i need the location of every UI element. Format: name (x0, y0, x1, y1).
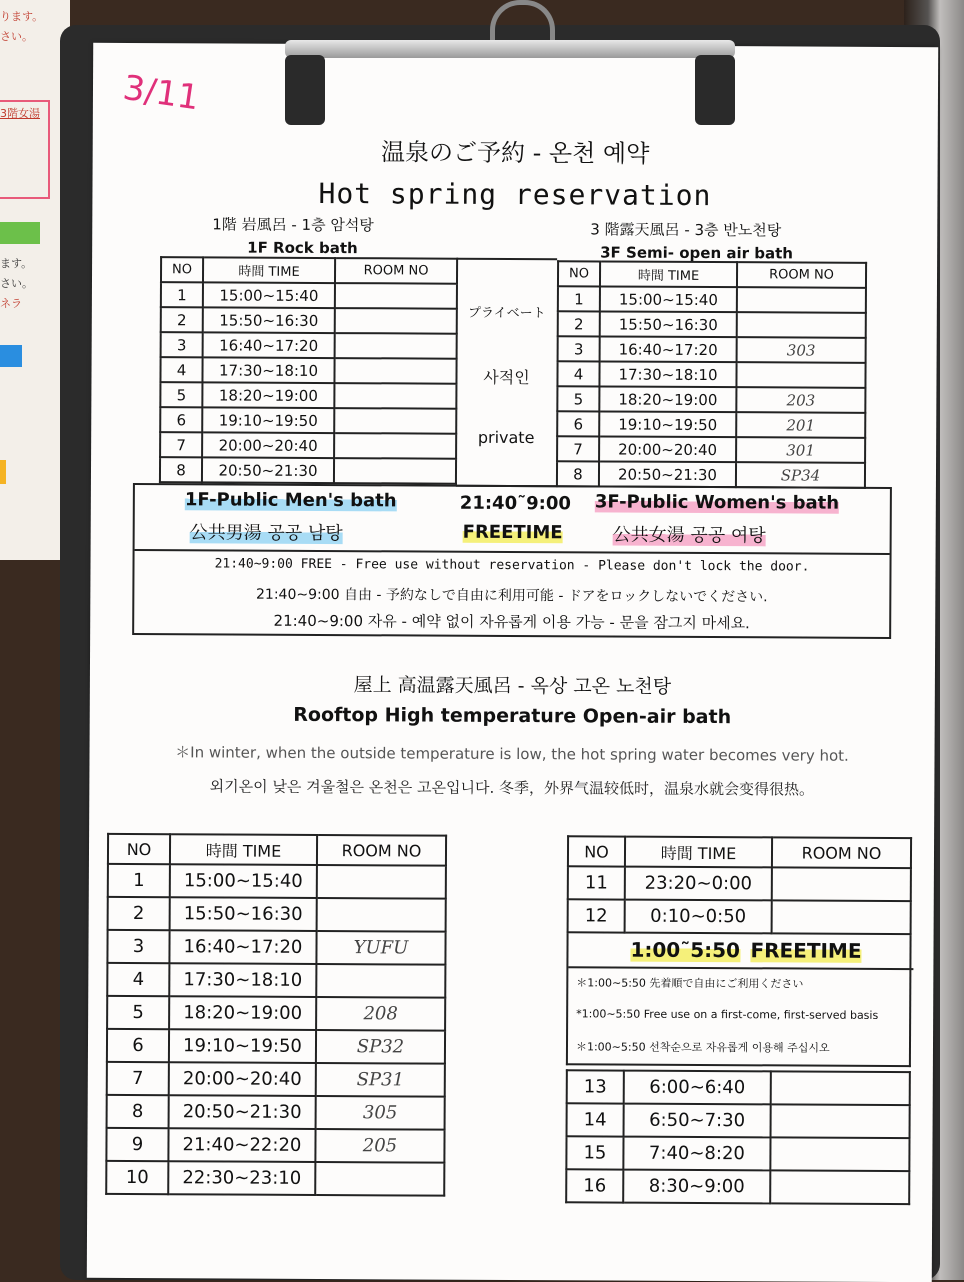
cell-no: 3 (558, 336, 600, 361)
cell-no: 1 (161, 282, 203, 307)
cell-no: 10 (106, 1161, 168, 1194)
cell-no: 5 (557, 386, 599, 411)
cell-no: 4 (557, 361, 599, 386)
table-row (567, 1070, 910, 1105)
table-row (161, 332, 457, 359)
cell-no: 12 (568, 899, 625, 932)
table-row (557, 361, 865, 388)
bg-text: さい。 (0, 30, 33, 43)
table-row (160, 382, 456, 409)
night-free-note-en: *1:00~5:50 Free use on a first-come, first-served basis (576, 1007, 879, 1022)
cell-time: 15:00~15:40 (170, 864, 317, 898)
cell-room (334, 358, 456, 384)
cell-no: 9 (106, 1128, 168, 1161)
night-free-note-kr: ＊1:00~5:50 선착순으로 자유롭게 이용해 주십시오 (575, 1040, 830, 1055)
free-rule-kr: 21:40~9:00 자유 - 예약 없이 자유롭게 이용 가능 - 문을 잠그지 마세요. (273, 611, 750, 633)
col-time: 時間 TIME (170, 834, 317, 865)
bg-text: ネラ (0, 297, 22, 310)
cell-no: 3 (107, 930, 169, 963)
clip-ring (490, 0, 555, 45)
night-free-box (566, 933, 912, 1067)
table-row (161, 307, 457, 334)
cell-room: 201 (736, 412, 865, 438)
cell-no: 7 (160, 432, 202, 457)
col-no: NO (558, 261, 600, 286)
cell-no: 4 (107, 963, 169, 996)
cell-room (770, 1137, 909, 1171)
divider (135, 549, 890, 555)
free-label: FREETIME (462, 521, 563, 544)
cell-time: 18:20~19:00 (599, 386, 736, 412)
cell-no: 4 (160, 357, 202, 382)
table-row (160, 407, 456, 434)
table-header-row (161, 257, 457, 284)
table-row (557, 461, 865, 488)
bg-green-tag (0, 222, 40, 244)
cell-no: 8 (107, 1095, 169, 1128)
cell-no: 11 (568, 866, 625, 899)
table-row (106, 1161, 444, 1196)
men-bath-en: 1F-Public Men's bath (184, 489, 397, 512)
bg-blue-tag (0, 345, 22, 367)
cell-time: 18:20~19:00 (202, 382, 334, 408)
cell-no: 3 (161, 332, 203, 357)
col-no: NO (108, 834, 170, 864)
table-row (160, 432, 456, 459)
cell-time: 17:30~18:10 (169, 963, 316, 997)
cell-room: 301 (736, 437, 865, 463)
cell-time: 15:00~15:40 (203, 282, 335, 308)
table-row (108, 897, 446, 932)
cell-time: 20:50~21:30 (202, 457, 334, 483)
cell-time: 6:00~6:40 (624, 1071, 771, 1105)
handwritten-date: 3/11 (120, 67, 202, 119)
cell-room (737, 287, 866, 313)
women-bath-en: 3F-Public Women's bath (594, 491, 840, 514)
cell-time: 8:30~9:00 (623, 1170, 770, 1204)
cell-no: 15 (566, 1136, 623, 1169)
table-row (557, 436, 865, 463)
cell-room (335, 308, 457, 334)
cell-room: 305 (316, 1096, 445, 1130)
rooftop-title-en: Rooftop High temperature Open-air bath (293, 703, 732, 729)
table-row (161, 282, 457, 309)
cell-time: 15:00~15:40 (600, 286, 737, 312)
cell-no: 7 (557, 436, 599, 461)
cell-time: 7:40~8:20 (623, 1137, 770, 1171)
night-free-time: 1:00˜5:50 (630, 937, 741, 963)
clip-bar (285, 40, 735, 58)
semi-open-bath-table (556, 260, 867, 489)
bg-box (0, 100, 50, 199)
table-row (567, 1103, 910, 1138)
cell-no: 8 (160, 457, 202, 482)
table-row (160, 357, 456, 384)
right-bath-en: 3F Semi- open air bath (600, 243, 794, 263)
bg-text: ます。 (0, 257, 33, 270)
cell-time: 19:10~19:50 (169, 1029, 316, 1063)
table-header-row (568, 836, 911, 868)
public-bath-box (132, 483, 892, 639)
col-room: ROOM NO (317, 835, 446, 866)
cell-room (736, 362, 865, 388)
cell-no: 8 (557, 461, 599, 486)
private-en: private (477, 427, 535, 448)
col-time: 時間 TIME (625, 837, 772, 868)
women-bath-jkr: 公共女湯 공공 여탕 (612, 524, 766, 547)
cell-no: 2 (161, 307, 203, 332)
table-row (106, 1128, 444, 1163)
private-jp: プライベート (467, 305, 546, 322)
cell-time: 16:40~17:20 (169, 930, 316, 964)
cell-room (334, 433, 456, 459)
table-row (557, 386, 865, 413)
night-free-label: FREETIME (750, 938, 862, 963)
rooftop-note-en: ＊In winter, when the outside temperature is low, the hot spring water becomes very hot. (175, 743, 849, 765)
cell-no: 1 (108, 864, 170, 897)
rooftop-table-right-a (567, 835, 913, 935)
cell-no: 5 (160, 382, 202, 407)
title-en: Hot spring reservation (318, 176, 712, 213)
divider (568, 966, 913, 970)
cell-time: 17:30~18:10 (202, 357, 334, 383)
cell-no: 6 (557, 411, 599, 436)
table-row (107, 1029, 445, 1064)
table-row (108, 864, 446, 899)
cell-no: 6 (160, 407, 202, 432)
cell-no: 14 (567, 1103, 624, 1136)
cell-time: 15:50~16:30 (203, 307, 335, 333)
men-bath-jkr: 公共男湯 공공 남탕 (189, 522, 343, 545)
title-jp-kr: 温泉のご予約 - 온천 예약 (380, 138, 650, 168)
col-room: ROOM NO (335, 258, 457, 284)
cell-room (315, 1162, 444, 1196)
bg-yellow-tag (0, 460, 6, 484)
cell-room (335, 283, 457, 309)
left-bath-jp-kr: 1階 岩風呂 - 1층 암석탕 (212, 215, 374, 235)
table-row (568, 866, 911, 901)
cell-room (334, 408, 456, 434)
free-rule-jp: 21:40~9:00 自由 - 予約なしで自由に利用可能 - ドアをロックしないでください. (255, 586, 768, 606)
cell-room: YUFU (316, 931, 445, 965)
cell-room: SP32 (316, 1030, 445, 1064)
cell-room (334, 458, 456, 484)
cell-no: 16 (566, 1169, 623, 1202)
cell-no: 2 (558, 311, 600, 336)
bg-label: 3階女湯 (0, 107, 40, 120)
cell-time: 23:20~0:00 (625, 867, 772, 901)
cell-time: 20:50~21:30 (169, 1095, 316, 1129)
table-row (557, 411, 865, 438)
bg-text: ります。 (0, 10, 44, 23)
rooftop-table-left (105, 833, 447, 1197)
rooftop-title-jp-kr: 屋上 高温露天風呂 - 옥상 고온 노천탕 (353, 674, 672, 698)
col-no: NO (568, 836, 625, 866)
cell-no: 7 (107, 1062, 169, 1095)
cell-time: 17:30~18:10 (599, 361, 736, 387)
rooftop-table-right (565, 835, 912, 1205)
cell-time: 16:40~17:20 (203, 332, 335, 358)
table-row (107, 1062, 445, 1097)
cell-time: 0:10~0:50 (625, 900, 772, 934)
cell-time: 15:50~16:30 (600, 311, 737, 337)
table-row (558, 336, 866, 363)
table-row (107, 1095, 445, 1130)
table-row (568, 899, 911, 934)
cell-room (334, 383, 456, 409)
cell-time: 20:00~20:40 (202, 432, 334, 458)
cell-room (772, 900, 911, 934)
cell-room (335, 333, 457, 359)
cell-room (772, 867, 911, 901)
clip-hinge-left (285, 55, 325, 125)
cell-room (770, 1170, 909, 1204)
cell-room (771, 1071, 910, 1105)
cell-room (737, 312, 866, 338)
cell-no: 2 (108, 897, 170, 930)
col-room: ROOM NO (772, 837, 911, 868)
table-row (160, 457, 456, 484)
private-kr: 사적인 (483, 367, 530, 388)
cell-room (317, 898, 446, 932)
cell-no: 5 (107, 996, 169, 1029)
table-row (566, 1136, 909, 1171)
cell-time: 20:00~20:40 (599, 436, 736, 462)
cell-room: 208 (316, 997, 445, 1031)
cell-room: 205 (315, 1129, 444, 1163)
right-bath-jp-kr: 3 階露天風呂 - 3층 반노천탕 (590, 220, 782, 240)
table-row (566, 1169, 909, 1204)
night-free-note-jp: ＊1:00~5:50 先着順で自由にご利用ください (576, 976, 804, 991)
cell-time: 19:10~19:50 (599, 411, 736, 437)
private-column (456, 258, 557, 488)
rock-bath-table (159, 256, 458, 485)
cell-time: 22:30~23:10 (168, 1161, 315, 1195)
cell-room: 203 (736, 387, 865, 413)
rooftop-table-right-b (565, 1069, 911, 1205)
cell-time: 16:40~17:20 (600, 336, 737, 362)
col-time: 時間 TIME (600, 261, 737, 287)
col-no: NO (161, 257, 203, 282)
free-rule-en: 21:40~9:00 FREE - Free use without reservation - Please don't lock the door. (214, 556, 810, 575)
cell-time: 20:00~20:40 (169, 1062, 316, 1096)
col-time: 時間 TIME (203, 257, 335, 283)
left-bath-en: 1F Rock bath (247, 238, 358, 258)
col-room: ROOM NO (737, 262, 866, 288)
cell-time: 21:40~22:20 (168, 1128, 315, 1162)
reservation-sheet (87, 43, 938, 1282)
cell-room: 303 (737, 337, 866, 363)
cell-no: 13 (567, 1070, 624, 1103)
table-row (107, 930, 445, 965)
clipboard-clip (285, 0, 735, 130)
clip-hinge-right (695, 55, 735, 125)
table-row (107, 963, 445, 998)
rooftop-note-kr-cn: 외기온이 낮은 겨울철은 온천은 고온입니다. 冬季，外界气温较低时，温泉水就会变得很热。 (209, 777, 815, 799)
bg-text: さい。 (0, 277, 33, 290)
cell-room: SP31 (316, 1063, 445, 1097)
cell-no: 6 (107, 1029, 169, 1062)
cell-time: 19:10~19:50 (202, 407, 334, 433)
table-header-row (108, 834, 446, 866)
table-header-row (558, 261, 866, 288)
cell-room (316, 964, 445, 998)
table-row (107, 996, 445, 1031)
cell-time: 18:20~19:00 (169, 996, 316, 1030)
cell-room (317, 865, 446, 899)
cell-room (771, 1104, 910, 1138)
cell-time: 6:50~7:30 (624, 1104, 771, 1138)
free-time: 21:40˜9:00 (459, 492, 571, 515)
table-row (558, 311, 866, 338)
cell-no: 1 (558, 286, 600, 311)
cell-room: SP34 (736, 462, 865, 488)
cell-time: 15:50~16:30 (170, 897, 317, 931)
cell-time: 20:50~21:30 (599, 461, 736, 487)
table-row (558, 286, 866, 313)
